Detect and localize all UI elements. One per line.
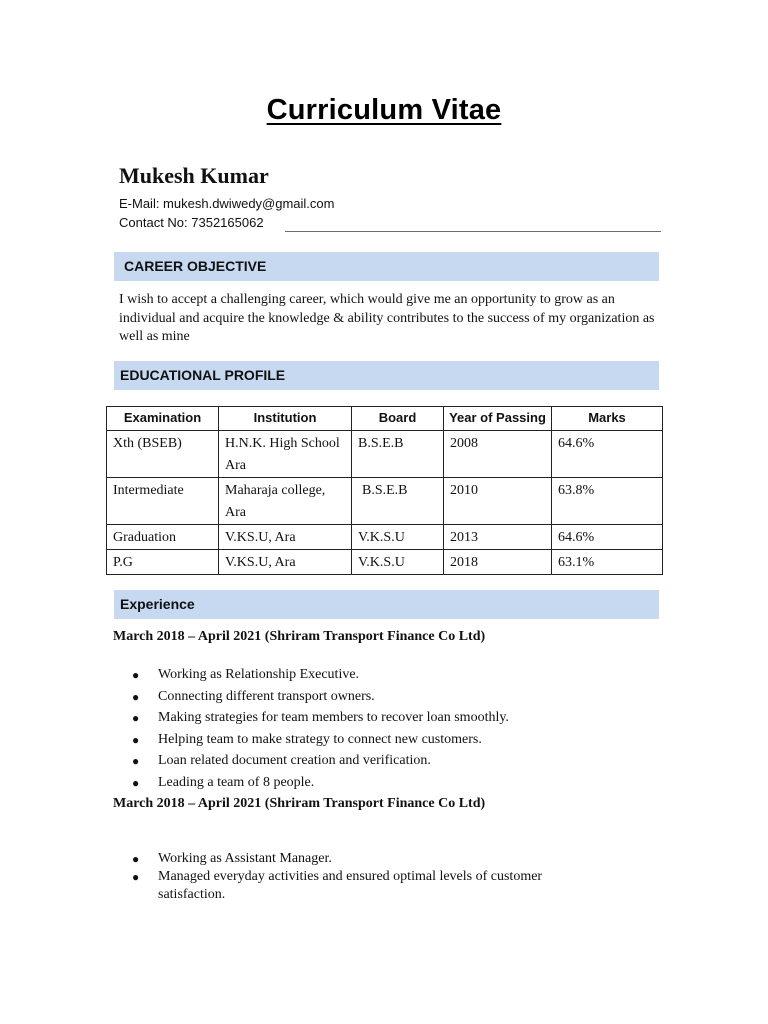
bullet-icon: ● bbox=[132, 668, 140, 682]
bullet-icon: ● bbox=[132, 852, 140, 866]
column-header-year: Year of Passing bbox=[444, 407, 552, 431]
job-period-heading: March 2018 – April 2021 (Shriram Transport Finance Co Ltd) bbox=[113, 796, 486, 811]
candidate-name: Mukesh Kumar bbox=[119, 163, 269, 188]
table-cell: B.S.E.B bbox=[352, 431, 444, 478]
career-objective-heading: CAREER OBJECTIVE bbox=[114, 252, 659, 281]
education-table bbox=[106, 406, 663, 575]
experience-heading: Experience bbox=[114, 590, 659, 619]
job-period-heading: March 2018 – April 2021 (Shriram Transport Finance Co Ltd) bbox=[113, 629, 486, 644]
duty-text: Working as Relationship Executive. bbox=[158, 667, 360, 682]
duty-text: Helping team to make strategy to connect new customers. bbox=[158, 731, 482, 747]
table-cell: 2010 bbox=[444, 478, 552, 525]
table-cell: 63.1% bbox=[552, 550, 663, 575]
table-row bbox=[107, 525, 663, 550]
table-cell: Xth (BSEB) bbox=[107, 431, 219, 478]
table-cell: P.G bbox=[107, 550, 219, 575]
table-cell: 2013 bbox=[444, 525, 552, 550]
duty-text: Loan related document creation and verification. bbox=[158, 753, 431, 769]
bullet-icon: ● bbox=[132, 689, 140, 704]
column-header-institution: Institution bbox=[219, 407, 352, 431]
table-cell: H.N.K. High School Ara bbox=[219, 431, 352, 478]
bullet-icon: ● bbox=[132, 732, 140, 747]
email-line: E-Mail: mukesh.dwiwedy@gmail.com bbox=[119, 196, 335, 211]
bullet-icon: ● bbox=[132, 711, 140, 726]
table-cell: B.S.E.B bbox=[352, 478, 444, 525]
list-item bbox=[110, 688, 580, 710]
duty-text: Managed everyday activities and ensured optimal levels of customer satisfaction. bbox=[158, 869, 543, 902]
column-header-examination: Examination bbox=[107, 407, 219, 431]
list-item bbox=[110, 731, 580, 753]
list-item bbox=[110, 774, 580, 796]
column-header-marks: Marks bbox=[552, 407, 663, 431]
duty-text: Working as Assistant Manager. bbox=[158, 851, 332, 866]
duty-text: Connecting different transport owners. bbox=[158, 688, 375, 704]
career-objective-text: I wish to accept a challenging career, which would give me an opportunity to grow as an individual and acquire the knowledge & ability contributes to the success of my organization as well as mine bbox=[119, 292, 655, 344]
table-row bbox=[107, 478, 663, 525]
table-cell: 63.8% bbox=[552, 478, 663, 525]
table-cell: Maharaja college, Ara bbox=[219, 478, 352, 525]
table-cell: V.K.S.U bbox=[352, 550, 444, 575]
table-cell: 64.6% bbox=[552, 431, 663, 478]
table-cell: Graduation bbox=[107, 525, 219, 550]
contact-number-line: Contact No: 7352165062 bbox=[119, 215, 264, 230]
list-item bbox=[110, 868, 580, 904]
table-cell: V.K.S.U bbox=[352, 525, 444, 550]
table-cell: 2008 bbox=[444, 431, 552, 478]
list-item bbox=[110, 752, 580, 774]
duties-list bbox=[110, 666, 580, 796]
page-title: Curriculum Vitae bbox=[266, 94, 502, 126]
duty-text: Making strategies for team members to recover loan smoothly. bbox=[158, 710, 509, 726]
table-cell: 2018 bbox=[444, 550, 552, 575]
table-cell: Intermediate bbox=[107, 478, 219, 525]
bullet-icon: ● bbox=[132, 775, 140, 790]
education-table-header-row bbox=[107, 407, 663, 431]
duties-list bbox=[110, 850, 580, 904]
bullet-icon: ● bbox=[132, 754, 140, 769]
duty-text: Leading a team of 8 people. bbox=[158, 774, 315, 790]
bullet-icon: ● bbox=[132, 870, 140, 884]
table-cell: 64.6% bbox=[552, 525, 663, 550]
educational-profile-heading: EDUCATIONAL PROFILE bbox=[114, 361, 659, 390]
list-item bbox=[110, 666, 580, 688]
table-row bbox=[107, 431, 663, 478]
table-cell: V.KS.U, Ara bbox=[219, 550, 352, 575]
column-header-board: Board bbox=[352, 407, 444, 431]
table-row bbox=[107, 550, 663, 575]
header-divider bbox=[285, 231, 661, 232]
list-item bbox=[110, 709, 580, 731]
list-item bbox=[110, 850, 580, 868]
table-cell: V.KS.U, Ara bbox=[219, 525, 352, 550]
